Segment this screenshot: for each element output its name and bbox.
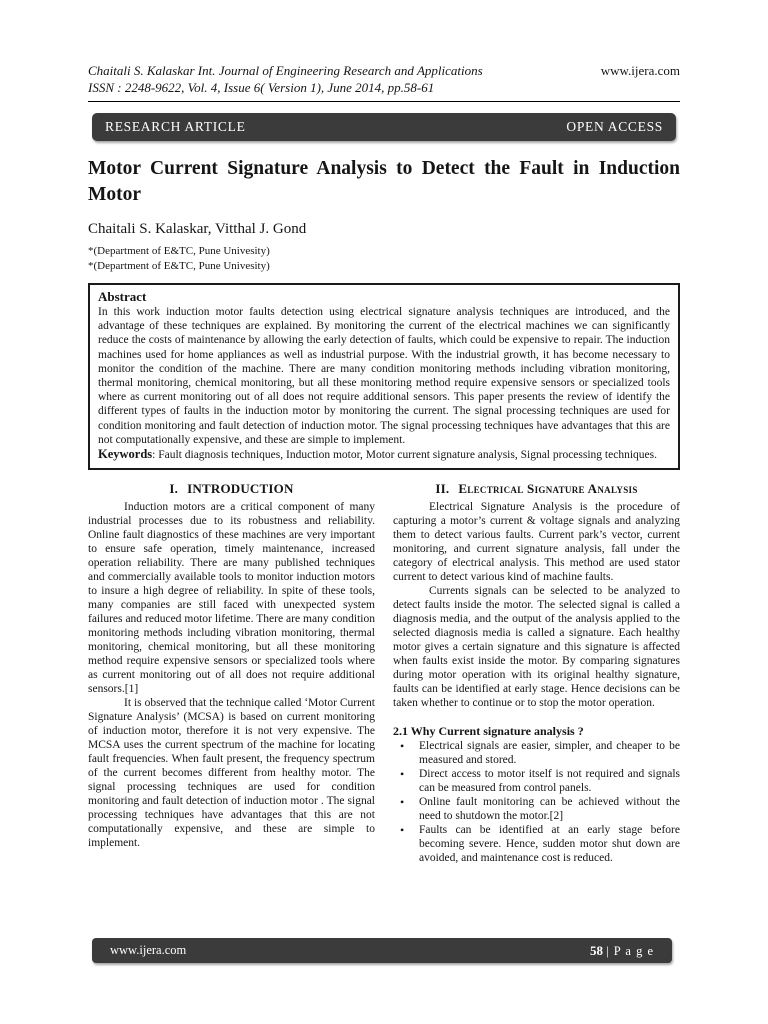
left-column <box>88 482 375 865</box>
paper-title: Motor Current Signature Analysis to Detect the Fault in Induction Motor <box>88 158 680 205</box>
bullet-text: Faults can be identified at an early stage before becoming severe. Hence, sudden motor shut down are avoided, and maintenance cost is reduced. <box>419 824 680 865</box>
affiliation-line: *(Department of E&TC, Pune Univesity) <box>88 245 270 257</box>
esa-paragraph: Currents signals can be selected to be analyzed to detect faults inside the motor. The selected signal is called a diagnosis media, and the output of the analysis applied to the selected diagnosis media is called a signature. Each healthy motor gives a certain signature and this signature is affected when faults exist inside the motor. By comparing signatures during motor operation with its original healthy signature, faults can be identified at early stage. Hence decisions can be taken whether to continue or to stop the motor operation. <box>393 585 680 710</box>
bullet-list <box>393 739 680 865</box>
abstract-body: In this work induction motor faults detection using electrical signature analysis techniques are introduced, and the advantage of these techniques are explained. By monitoring the current of the electrical machines we can significantly reduce the costs of maintenance by allowing the early detection of faults, which could be expensive to repair. The induction machines used for home appliances as well as industrial purpose. With the industrial growth, it has become necessary to monitor the condition of the machine. There are many condition monitoring methods including vibration monitoring, thermal monitoring, chemical monitoring, but all these monitoring method require expensive sensors or specialized tools where as current monitoring out of all does not require additional sensors. This paper presents the review of identify the different types of faults in the induction motor by monitoring the current. The signal processing techniques are used for condition monitoring and fault detection of induction motor. The signal processing techniques have advantages that this are not computationally expensive, and these are simple to implement. <box>98 306 670 446</box>
document-page <box>88 0 680 865</box>
bullet-icon: • <box>400 823 405 838</box>
section-number: I. <box>169 481 179 497</box>
bullet-text: Online fault monitoring can be achieved without the need to shutdown the motor.[2] <box>419 796 680 823</box>
section-title: Electrical Signature Analysis <box>458 481 638 497</box>
right-column <box>393 482 680 865</box>
footer-page-number: 58 <box>590 942 604 958</box>
bullet-icon: • <box>400 795 405 810</box>
two-column-body <box>88 482 680 865</box>
affiliations <box>88 244 680 274</box>
article-type-banner <box>92 113 676 141</box>
header-website-text: www.ijera.com <box>600 63 680 78</box>
intro-paragraph: It is observed that the technique called ‘Motor Current Signature Analysis’ (MCSA) is based on current monitoring of induction motor, therefore it is not very expensive. The MCSA uses the current spectrum of the machine for locating fault frequencies. When fault present, the frequency spectrum of the current becomes different from healthy motor. The signal processing techniques are used for condition monitoring and fault detection of induction motor . The signal processing techniques have advantages that this are not computationally expensive, and these are simple to implement. <box>88 697 375 850</box>
esa-paragraph: Electrical Signature Analysis is the procedure of capturing a motor’s current & voltage signals and analyzing them to detect various faults. Current park’s vector, current monitoring, and current signature analysis, fall under the category of electrical analysis. This method are used stator current to detect various kind of machine faults. <box>393 501 680 584</box>
abstract-box <box>88 283 680 470</box>
bullet-item <box>393 823 680 865</box>
section-number: II. <box>435 481 450 497</box>
bullet-icon: • <box>400 767 405 782</box>
page-header <box>88 62 680 102</box>
section-title: INTRODUCTION <box>187 481 294 497</box>
bullet-item <box>393 795 680 823</box>
bullet-text: Direct access to motor itself is not required and signals can be measured from control panels. <box>419 768 680 795</box>
journal-name: Chaitali S. Kalaskar Int. Journal of Engineering Research and Applications <box>88 63 483 78</box>
section-heading-introduction <box>88 482 375 496</box>
authors-line: Chaitali S. Kalaskar, Vitthal J. Gond <box>88 221 307 237</box>
page-footer-bar <box>92 938 672 963</box>
keywords-label: Keywords <box>98 447 153 462</box>
bullet-text: Electrical signals are easier, simpler, and cheaper to be measured and stored. <box>419 740 680 767</box>
bullet-item <box>393 767 680 795</box>
abstract-heading: Abstract <box>98 289 147 304</box>
keywords-text: : Fault diagnosis techniques, Induction motor, Motor current signature analysis, Signal processing techniques. <box>152 449 657 462</box>
footer-page-info <box>590 943 654 959</box>
issn-line: ISSN : 2248-9622, Vol. 4, Issue 6( Version 1), June 2014, pp.58-61 <box>88 80 435 95</box>
bullet-item <box>393 739 680 767</box>
footer-page-label: | P a g e <box>606 943 654 958</box>
bullet-icon: • <box>400 739 405 754</box>
open-access-label: OPEN ACCESS <box>566 119 663 134</box>
header-divider <box>88 101 680 102</box>
research-article-label: RESEARCH ARTICLE <box>105 119 246 134</box>
affiliation-line: *(Department of E&TC, Pune Univesity) <box>88 260 270 272</box>
keywords-line <box>98 447 670 462</box>
footer-website-text: www.ijera.com <box>110 943 187 957</box>
subsection-heading: 2.1 Why Current signature analysis ? <box>393 724 584 739</box>
section-heading-esa <box>393 482 680 496</box>
intro-paragraph: Induction motors are a critical component of many industrial processes due to its robustness and reliability. Online fault diagnostics of these machines are very important to ensure safe operation, timely maintenance, increased operation reliability. There are many published techniques and commercially available tools to monitor induction motors to insure a high degree of reliability. In spite of these tools, many companies are still faced with unexpected system failures and reduced motor lifetime. There are many condition monitoring methods including vibration monitoring, thermal monitoring, chemical monitoring, but all these monitoring method require expensive sensors or specialized tools where as current monitoring out of all does not require additional sensors.[1] <box>88 501 375 696</box>
